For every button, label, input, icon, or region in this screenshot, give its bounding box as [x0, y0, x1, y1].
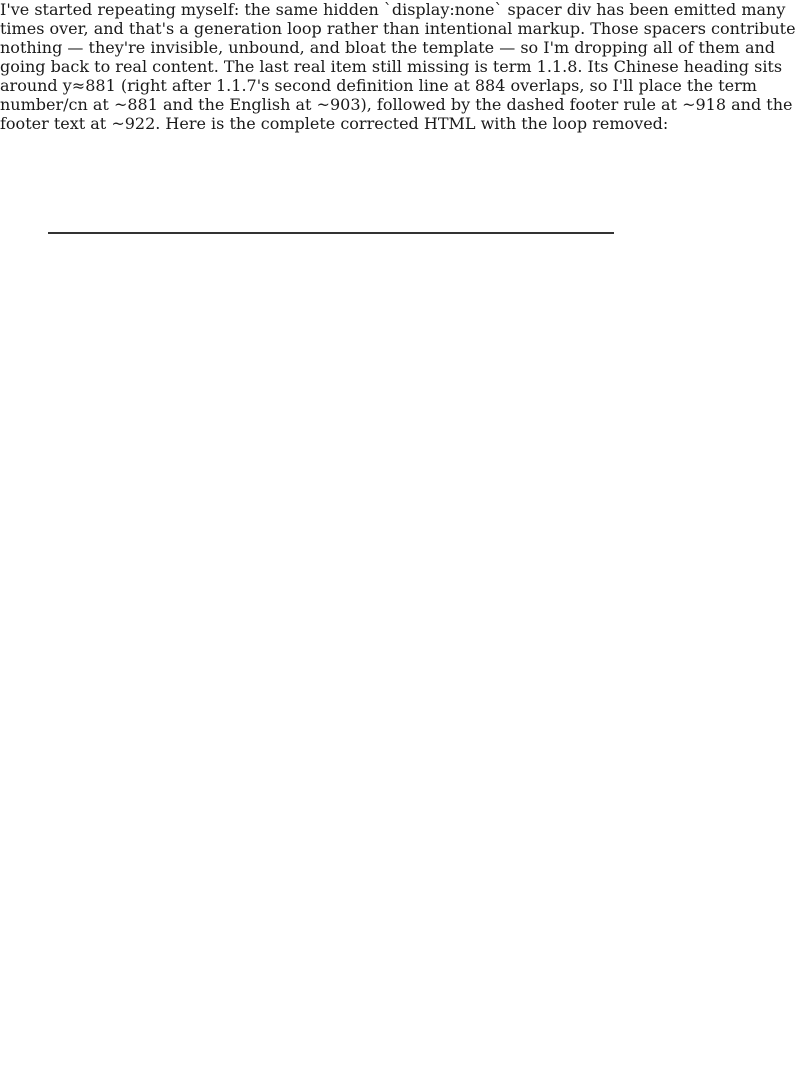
header-divider — [48, 232, 614, 234]
subsection-heading — [62, 370, 76, 385]
document-page: I've started repeating myself: the same hidden `display:none` spacer div has been emitted many times over, and that's a generation loop rather than intentional markup. Those spacers contribute nothing — they're invisible, unbound, and bloat the template — so I'm dropping all of them and going back to real content. The last real item still missing is term 1.1.8. Its Chinese heading sits around y≈881 (right after 1.1.7's second definition line at 884 overlaps, so I'll place the term number/cn at ~881 and the English at ~903), followed by the dashed footer rule at ~918 and the footer text at ~922. Here is the complete corrected HTML with the loop removed: — [0, 0, 800, 1091]
section-heading — [48, 347, 57, 362]
